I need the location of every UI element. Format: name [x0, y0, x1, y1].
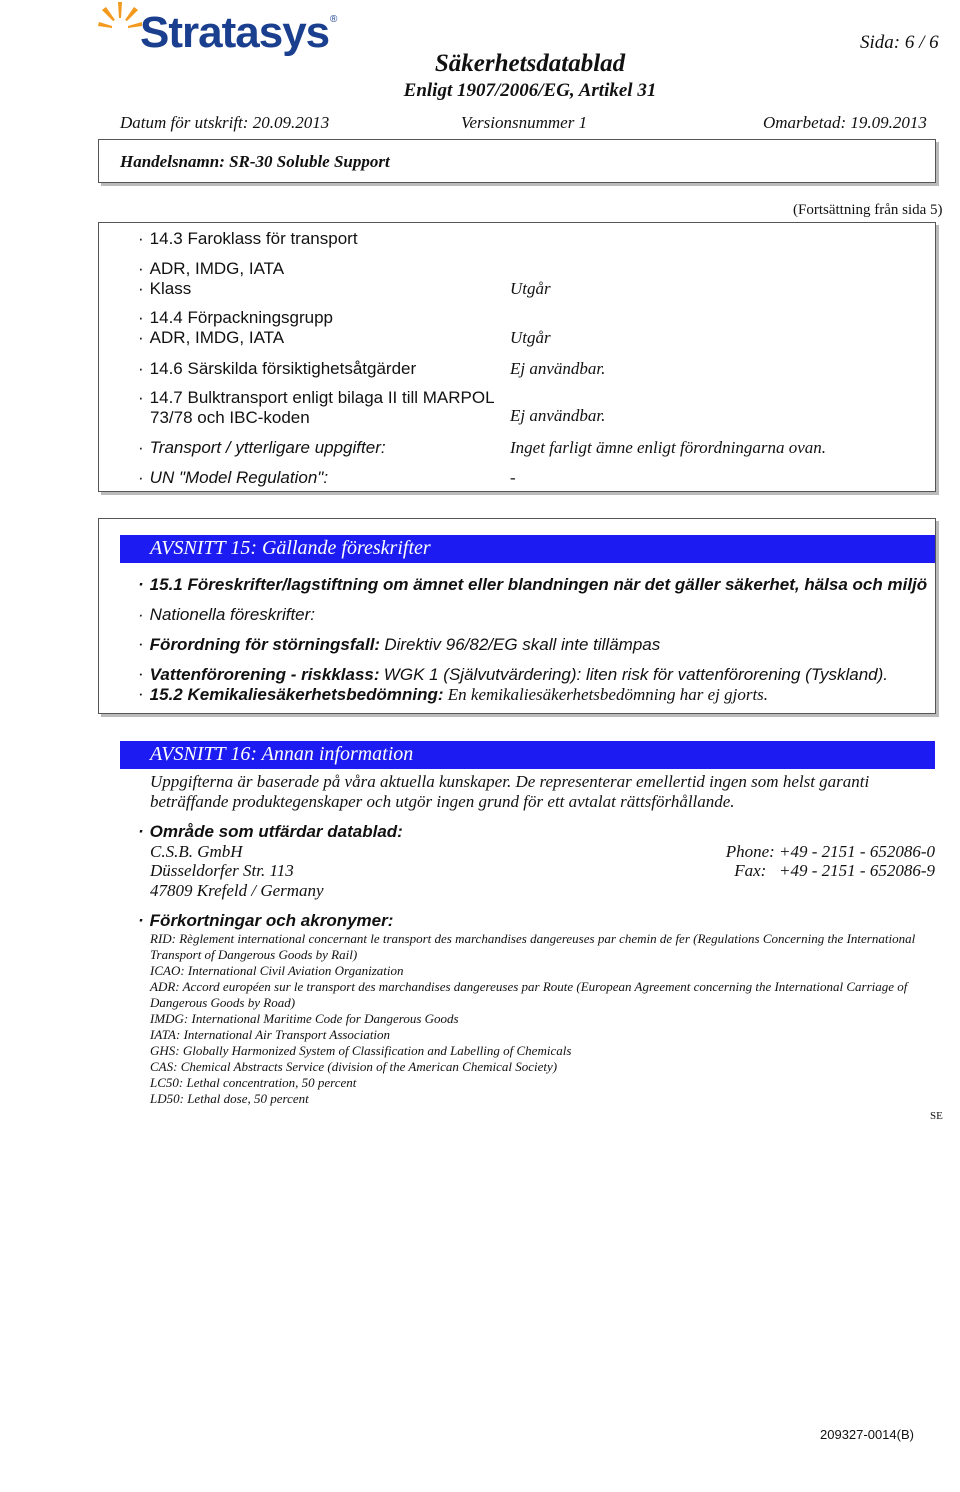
- un-model-regulation-value: -: [510, 468, 516, 487]
- incident-regulation: [138, 635, 660, 655]
- water-hazard-class: [138, 665, 888, 685]
- hazard-class-title: · 14.3 Faroklass för transport: [138, 229, 358, 249]
- issuer-company: C.S.B. GmbH: [150, 842, 243, 861]
- abbreviation-adr: ADR: Accord européen sur le transport des marchandises dangereuses par Route (European Agreement concerning the International Carriage of Dangerous Goods by Road): [150, 979, 908, 1010]
- bulk-transport-value: Ej användbar.: [510, 406, 606, 425]
- regulation-15-1: · 15.1 Föreskrifter/lagstiftning om ämnet eller blandningen när det gäller säkerhet, hälsa och miljö: [138, 575, 927, 595]
- section-16-heading: [120, 741, 935, 769]
- water-hazard-value: WGK 1 (Självutvärdering): liten risk för vattenförorening (Tyskland).: [383, 665, 888, 684]
- issuer-street: Düsseldorfer Str. 113: [150, 861, 294, 880]
- chemical-safety-assessment-value: En kemikaliesäkerhetsbedömning har ej gjorts.: [447, 685, 769, 704]
- trade-name: Handelsnamn: SR-30 Soluble Support: [120, 152, 390, 171]
- issuer-phone: Phone: +49 - 2151 - 652086-0: [725, 842, 935, 861]
- packing-group-title: · 14.4 Förpackningsgrupp: [138, 308, 333, 328]
- disclaimer-line-1: Uppgifterna är baserade på våra aktuella kunskaper. De representerar emellertid ingen som helst garanti: [150, 772, 870, 791]
- abbreviations-list: [150, 931, 920, 1107]
- class-value: Utgår: [510, 279, 551, 298]
- issuer-fax: Fax: +49 - 2151 - 652086-9: [734, 861, 935, 880]
- abbreviation-ld50: LD50: Lethal dose, 50 percent: [150, 1091, 309, 1106]
- incident-regulation-value: Direktiv 96/82/EG skall inte tillämpas: [384, 635, 661, 654]
- bulk-transport-label-2: 73/78 och IBC-koden: [150, 408, 310, 427]
- stratasys-logo-mark: [98, 2, 142, 54]
- packing-group-modes: · ADR, IMDG, IATA: [138, 328, 284, 348]
- abbreviation-lc50: LC50: Lethal concentration, 50 percent: [150, 1075, 357, 1090]
- abbreviations-label: · Förkortningar och akronymer:: [138, 911, 393, 931]
- disclaimer-line-2: beträffande produktegenskaper och utgör ingen grund för ett avtalat rättsförhållande.: [150, 792, 735, 811]
- national-regulations-label: · Nationella föreskrifter:: [138, 605, 315, 625]
- chemical-safety-assessment: [138, 685, 768, 705]
- page-number: Sida: 6 / 6: [860, 32, 939, 53]
- abbreviation-rid: RID: Règlement international concernant le transport des marchandises dangereuses par chemin de fer (Regulations Concerning the International Transport of Dangerous Goods by Rail): [150, 931, 916, 962]
- packing-group-value: Utgår: [510, 328, 551, 347]
- special-precautions-value: Ej användbar.: [510, 359, 606, 378]
- trade-name-box: [98, 139, 936, 183]
- language-code: SE: [930, 1110, 943, 1122]
- logo-wordmark: Stratasys: [140, 8, 330, 57]
- document-subtitle: Enligt 1907/2006/EG, Artikel 31: [403, 80, 657, 101]
- section-15-heading: [120, 535, 935, 563]
- hazard-class-modes: · ADR, IMDG, IATA: [138, 259, 284, 279]
- special-precautions-label: · 14.6 Särskilda försiktighetsåtgärder: [138, 359, 416, 379]
- transport-additional-value: Inget farligt ämne enligt förordningarna ovan.: [510, 438, 827, 457]
- issuer-city: 47809 Krefeld / Germany: [150, 881, 324, 900]
- document-code: 209327-0014(B): [820, 1427, 914, 1442]
- revision-date: Omarbetad: 19.09.2013: [763, 113, 927, 132]
- abbreviation-imdg: IMDG: International Maritime Code for Dangerous Goods: [150, 1011, 459, 1026]
- document-title: Säkerhetsdatablad: [434, 50, 626, 77]
- abbreviation-icao: ICAO: International Civil Aviation Organization: [150, 963, 404, 978]
- logo-registered-mark: ®: [330, 14, 338, 25]
- abbreviation-ghs: GHS: Globally Harmonized System of Classification and Labelling of Chemicals: [150, 1043, 572, 1058]
- un-model-regulation-label: · UN "Model Regulation":: [138, 468, 328, 488]
- class-label: · Klass: [138, 279, 191, 299]
- issuer-label: · Område som utfärdar datablad:: [138, 822, 403, 842]
- transport-additional-label: · Transport / ytterligare uppgifter:: [138, 438, 386, 458]
- water-hazard-label: Vattenförorening - riskklass:: [149, 665, 380, 684]
- print-date: Datum för utskrift: 20.09.2013: [120, 113, 330, 132]
- incident-regulation-label: Förordning för störningsfall:: [149, 635, 381, 654]
- continuation-note: (Fortsättning från sida 5): [793, 202, 943, 218]
- section-15-heading-text: AVSNITT 15: Gällande föreskrifter: [150, 537, 431, 559]
- abbreviation-cas: CAS: Chemical Abstracts Service (division of the American Chemical Society): [150, 1059, 558, 1074]
- version-number: Versionsnummer 1: [461, 113, 588, 132]
- chemical-safety-assessment-label: 15.2 Kemikaliesäkerhetsbedömning:: [149, 685, 444, 704]
- section-16-heading-text: AVSNITT 16: Annan information: [150, 743, 414, 765]
- abbreviation-iata: IATA: International Air Transport Association: [150, 1027, 391, 1042]
- bulk-transport-label: · 14.7 Bulktransport enligt bilaga II till MARPOL: [138, 388, 495, 408]
